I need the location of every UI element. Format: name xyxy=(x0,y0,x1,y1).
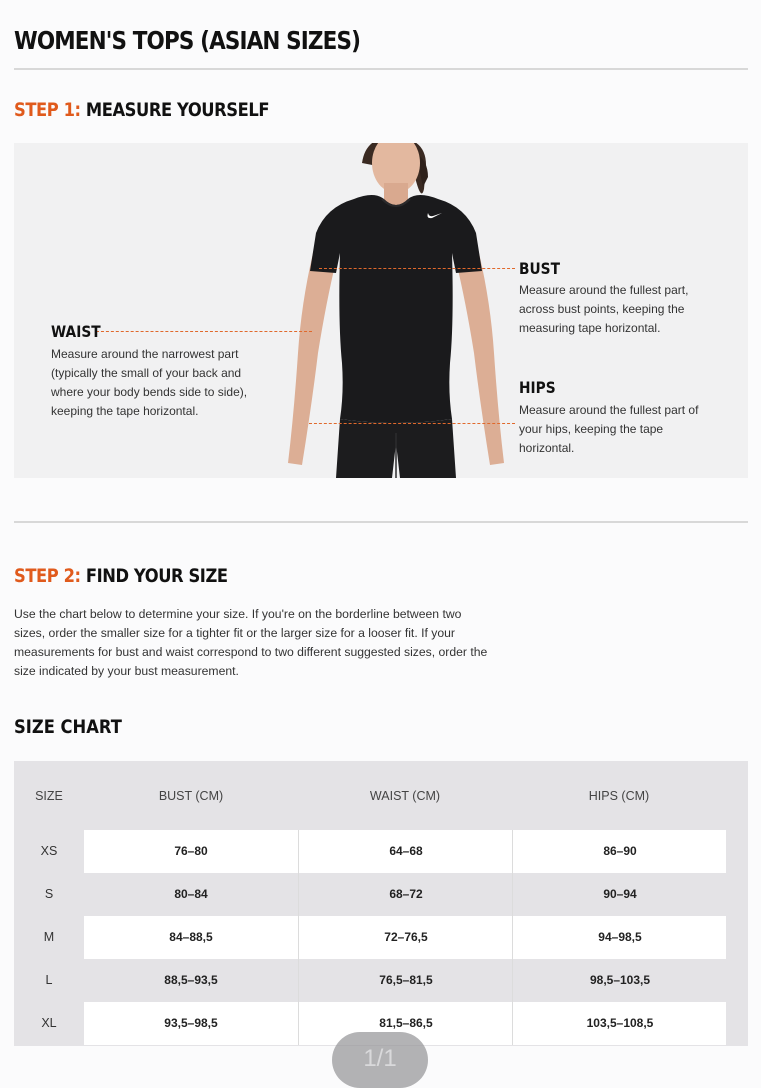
hips-cell: 90–94 xyxy=(512,873,727,916)
hips-cell: 98,5–103,5 xyxy=(512,959,727,1002)
bust-label: BUST xyxy=(519,259,560,278)
hips-description: Measure around the fullest part of your hips, keeping the tape horizontal. xyxy=(519,403,699,455)
bust-cell: 84–88,5 xyxy=(169,930,213,944)
header-hips: HIPS (CM) xyxy=(588,789,650,803)
hips-cell: 94–98,5 xyxy=(512,916,727,959)
page-indicator[interactable]: 1/1 xyxy=(332,1032,428,1088)
hips-label: HIPS xyxy=(519,378,556,397)
waist-cell: 72–76,5 xyxy=(298,916,513,959)
step1-heading xyxy=(14,99,269,121)
step1-number: STEP 1: xyxy=(14,99,81,121)
waist-label: WAIST xyxy=(51,322,101,341)
hips-cell: 103,5–108,5 xyxy=(512,1002,727,1045)
header-bust: BUST (CM) xyxy=(158,789,224,803)
bust-cell: 88,5–93,5 xyxy=(164,973,218,987)
bust-cell: 76–80 xyxy=(174,844,208,858)
header-waist: WAIST (CM) xyxy=(369,789,441,803)
table-row xyxy=(84,959,726,1002)
step2-number: STEP 2: xyxy=(14,565,81,587)
bust-cell: 93,5–98,5 xyxy=(164,1016,218,1030)
size-chart-title: SIZE CHART xyxy=(14,716,122,738)
waist-cell: 68–72 xyxy=(298,873,513,916)
page-title: WOMEN'S TOPS (ASIAN SIZES) xyxy=(14,26,361,55)
table-row xyxy=(84,830,726,873)
hips-cell: 86–90 xyxy=(512,830,727,873)
divider xyxy=(14,68,748,70)
step2-heading xyxy=(14,565,228,587)
bust-cell: 80–84 xyxy=(174,887,208,901)
step1-label: MEASURE YOURSELF xyxy=(85,99,270,121)
bust-description: Measure around the fullest part, across bust points, keeping the measuring tape horizontal. xyxy=(519,283,689,335)
bust-guide-line xyxy=(319,268,515,269)
model-figure xyxy=(276,143,516,478)
table-row xyxy=(84,916,726,959)
hips-guide-line xyxy=(309,423,515,424)
size-instructions: Use the chart below to determine your size. If you're on the borderline between two sizes, order the smaller size for a tighter fit or the larger size for a looser fit. If your measurements for bust and waist correspond to two different suggested sizes, order the size indicated by your bust measurement. xyxy=(14,607,488,678)
measurement-illustration xyxy=(14,143,748,478)
size-label: M xyxy=(43,930,55,944)
header-size: SIZE xyxy=(35,789,63,803)
waist-guide-line xyxy=(96,331,312,332)
size-label: S xyxy=(44,887,54,901)
waist-cell: 64–68 xyxy=(298,830,513,873)
step2-label: FIND YOUR SIZE xyxy=(85,565,228,587)
size-label: XL xyxy=(41,1016,57,1030)
size-label: L xyxy=(45,973,53,987)
waist-description: Measure around the narrowest part (typically the small of your back and where your body bends side to side), keeping the tape horizontal. xyxy=(51,347,248,418)
table-row xyxy=(84,873,726,916)
waist-cell: 81,5–86,5 xyxy=(298,1002,513,1045)
size-chart-table xyxy=(14,761,748,1046)
divider xyxy=(14,521,748,523)
waist-cell: 76,5–81,5 xyxy=(298,959,513,1002)
size-label: XS xyxy=(40,844,58,858)
